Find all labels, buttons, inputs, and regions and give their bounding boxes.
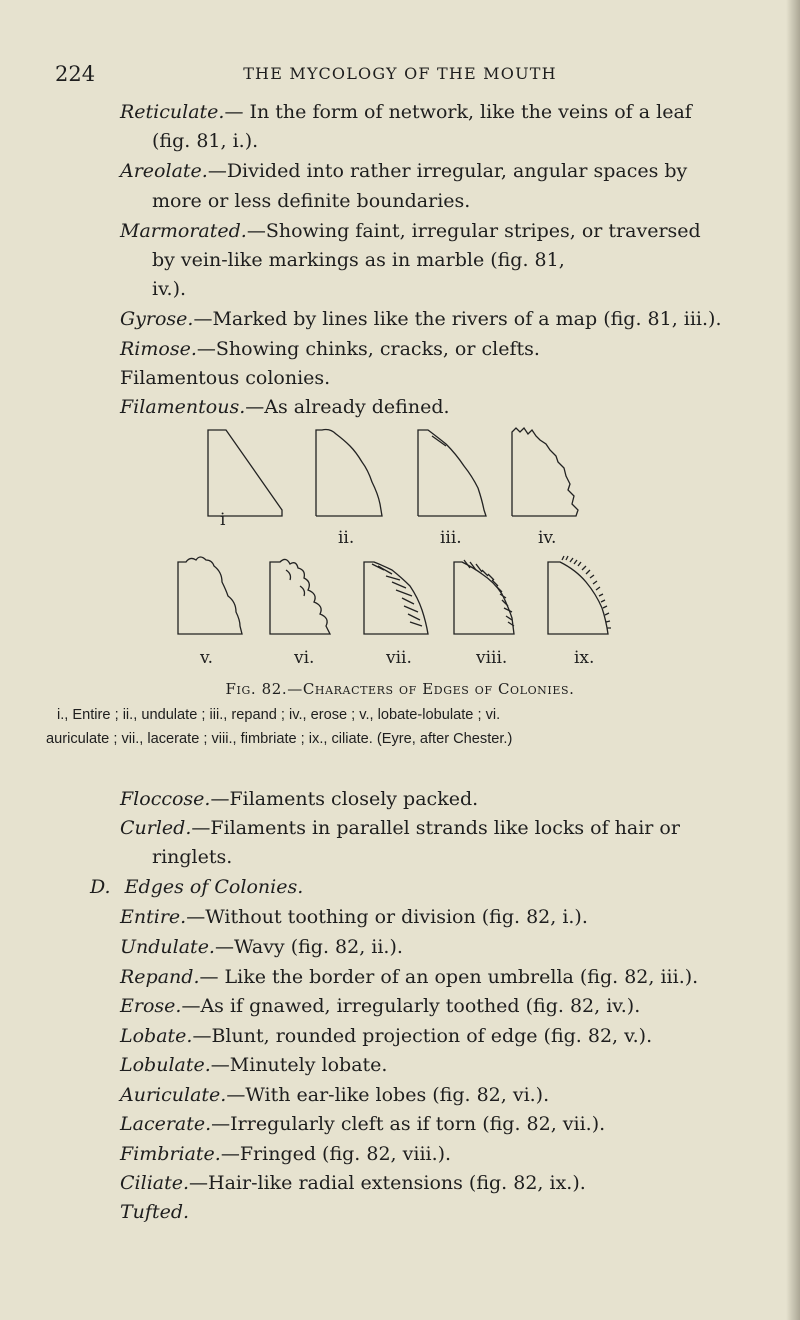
- entry-term: Repand.: [120, 966, 200, 988]
- edge-diagram-lobate: [178, 557, 242, 634]
- entry-text: —Filaments closely packed.: [210, 788, 479, 810]
- edge-diagram-repand: [418, 430, 486, 516]
- entry-reticulate: [120, 103, 692, 122]
- entry-text: —As already defined.: [245, 396, 450, 418]
- entry-term: Auriculate.: [120, 1084, 227, 1106]
- entry-text: — Like the border of an open umbrella (fig. 82, iii.).: [199, 966, 699, 988]
- entry-term: Marmorated.: [120, 220, 247, 242]
- entry-undulate: [120, 938, 403, 957]
- entry-term: Lacerate.: [120, 1113, 212, 1135]
- edge-diagram-undulate: [316, 430, 382, 517]
- entry-term: Erose.: [120, 995, 182, 1017]
- entry-lacerate: [120, 1115, 605, 1134]
- entry-continuation: ringlets.: [152, 846, 233, 868]
- figure-label-iv: iv.: [538, 528, 557, 548]
- entry-term: Tufted.: [120, 1201, 190, 1223]
- entry-term: Fimbriate.: [120, 1143, 221, 1165]
- section-letter: D.: [90, 876, 111, 898]
- entry-term: Rimose.: [120, 338, 197, 360]
- edge-diagram-entire: [208, 430, 282, 516]
- entry-rimose: [120, 340, 540, 359]
- figure-label-ii: ii.: [338, 528, 355, 548]
- entry-text: —Wavy (fig. 82, ii.).: [214, 936, 403, 958]
- entry-continuation: (fig. 81, i.).: [152, 130, 259, 152]
- entry-ciliate: [120, 1174, 586, 1193]
- entry-lobate: [120, 1027, 652, 1046]
- edge-diagram-auriculate: [270, 559, 330, 634]
- edge-diagram-lacerate: [364, 562, 428, 634]
- entry-term: Floccose.: [120, 788, 211, 810]
- figure-label-viii: viii.: [476, 648, 508, 668]
- entry-floccose: [120, 790, 478, 809]
- entry-text: —Irregularly cleft as if torn (fig. 82, vii.).: [211, 1113, 606, 1135]
- figure-title: —Characters of Edges of Colonies.: [287, 680, 575, 698]
- running-head: THE MYCOLOGY OF THE MOUTH: [243, 64, 557, 83]
- figure-label-iii: iii.: [440, 528, 462, 548]
- entry-text: —Showing chinks, cracks, or clefts.: [196, 338, 540, 360]
- entry-text: —Blunt, rounded projection of edge (fig. 82, v.).: [192, 1025, 653, 1047]
- figure-82: [0, 410, 800, 670]
- entry-term: Areolate.: [120, 160, 208, 182]
- edge-diagram-erose: [512, 428, 578, 516]
- figure-number: Fig. 82.: [225, 680, 288, 698]
- entry-term: Entire.: [120, 906, 187, 928]
- figure-label-v: v.: [200, 648, 213, 668]
- entry-text: —Showing faint, irregular stripes, or traversed: [246, 220, 701, 242]
- entry-entire: [120, 908, 588, 927]
- entry-gyrose: [120, 310, 722, 329]
- entry-text: —Filaments in parallel strands like locks of hair or: [191, 817, 680, 839]
- entry-text: —With ear-like lobes (fig. 82, vi.).: [226, 1084, 550, 1106]
- page-number: 224: [55, 62, 96, 86]
- entry-tufted: [120, 1203, 189, 1222]
- entry-term: Undulate.: [120, 936, 215, 958]
- entry-term: Filamentous.: [120, 396, 246, 418]
- page-header: [0, 62, 800, 90]
- figure-caption-title: [0, 680, 800, 698]
- entry-repand: [120, 968, 698, 987]
- entry-marmorated: [120, 222, 701, 241]
- entry-areolate: [120, 162, 687, 181]
- entry-term: Gyrose.: [120, 308, 194, 330]
- entry-continuation: by vein-like markings as in marble (fig. 81,: [152, 249, 565, 271]
- entry-text: —Fringed (fig. 82, viii.).: [220, 1143, 452, 1165]
- entry-lobulate: [120, 1056, 387, 1075]
- entry-fimbriate: [120, 1145, 451, 1164]
- entry-term: Lobulate.: [120, 1054, 211, 1076]
- figure-label-vii: vii.: [386, 648, 412, 668]
- edge-diagram-ciliate: [548, 556, 611, 634]
- entry-term: Ciliate.: [120, 1172, 190, 1194]
- entry-text: —Without toothing or division (fig. 82, i.).: [186, 906, 588, 928]
- entry-term: Reticulate.: [120, 101, 225, 123]
- edge-diagrams: [0, 410, 800, 670]
- figure-caption-line: auriculate ; vii., lacerate ; viii., fimbriate ; ix., ciliate. (Eyre, after Chester.): [46, 731, 513, 747]
- subheading-filamentous-colonies: Filamentous colonies.: [120, 367, 331, 389]
- section-d-heading: [90, 878, 303, 897]
- entry-auriculate: [120, 1086, 549, 1105]
- entry-curled: [120, 819, 680, 838]
- entry-text: —Divided into rather irregular, angular spaces by: [207, 160, 688, 182]
- entry-term: Curled.: [120, 817, 192, 839]
- figure-label-vi: vi.: [294, 648, 315, 668]
- entry-text: —Hair-like radial extensions (fig. 82, ix.).: [189, 1172, 586, 1194]
- figure-label-i: i: [220, 510, 226, 530]
- section-title: Edges of Colonies.: [124, 876, 304, 898]
- entry-continuation: iv.).: [152, 278, 187, 300]
- entry-text: —Marked by lines like the rivers of a map (fig. 81, iii.).: [193, 308, 722, 330]
- entry-text: —As if gnawed, irregularly toothed (fig. 82, iv.).: [181, 995, 641, 1017]
- figure-caption-line: i., Entire ; ii., undulate ; iii., repand ; iv., erose ; v., lobate-lobulate ; vi.: [57, 707, 501, 723]
- entry-text: — In the form of network, like the veins of a leaf: [224, 101, 692, 123]
- entry-text: —Minutely lobate.: [210, 1054, 388, 1076]
- edge-diagram-fimbriate: [454, 560, 514, 634]
- entry-continuation: more or less definite boundaries.: [152, 190, 471, 212]
- entry-erose: [120, 997, 640, 1016]
- figure-label-ix: ix.: [574, 648, 595, 668]
- entry-term: Lobate.: [120, 1025, 193, 1047]
